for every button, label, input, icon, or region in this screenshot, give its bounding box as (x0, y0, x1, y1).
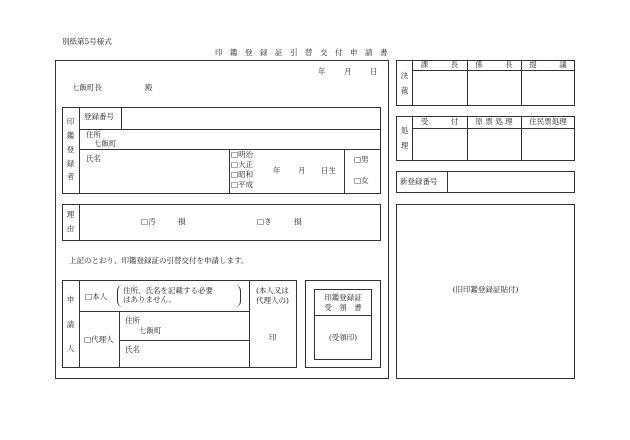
registrant-side-label: 印 鑑 登 録 者 (66, 117, 75, 182)
dob-month: 月 (298, 166, 306, 175)
self-note-line1: 住所、氏名を記載する必要 (123, 286, 213, 295)
dob-year: 年 (273, 166, 281, 175)
addressee-honorific: 殿 (145, 83, 153, 92)
name-label: 氏名 (86, 154, 101, 163)
address-field[interactable] (120, 131, 378, 147)
approval-side-label: 決 裁 (400, 71, 409, 96)
applicant-self-checkbox[interactable]: □ 本人 (85, 293, 107, 302)
reg-number-field[interactable] (123, 109, 379, 127)
proxy-address-label: 住所 (125, 316, 140, 325)
receipt-seal: (受領印) (328, 333, 358, 342)
date-day: 日 (370, 67, 378, 76)
reason-side-label: 理 由 (66, 210, 75, 234)
proxy-address-field[interactable] (121, 313, 247, 338)
applicant-seal: 印 (269, 333, 277, 342)
reason-damaged-checkbox[interactable]: □ き 損 (257, 218, 302, 227)
name-field[interactable] (110, 152, 226, 190)
form-title: 印 鑑 登 録 証 引 替 交 付 申 請 書 (215, 48, 388, 57)
addressee-mayor: 七飯町長 (72, 83, 102, 92)
date-year: 年 (318, 67, 326, 76)
era-taisho-checkbox[interactable]: □ 大正 (231, 161, 253, 170)
old-card-paste-label: (旧印鑑登録証貼付) (452, 285, 519, 294)
processing-col-resident-record: 住民票処理 (529, 117, 567, 126)
era-showa-checkbox[interactable]: □ 昭和 (231, 171, 253, 180)
dob-day: 日生 (321, 166, 336, 175)
form-number: 別紙第5号様式 (62, 37, 112, 46)
processing-col-reception: 受 付 (420, 117, 459, 126)
proxy-name-field[interactable] (147, 342, 247, 366)
approval-col-subsection-chief: 係 長 (475, 60, 513, 69)
receipt-title-line1: 印鑑登録証 (324, 293, 362, 302)
proxy-address-value: 七飯町 (139, 326, 162, 335)
reason-dirty-checkbox[interactable]: □ 汚 損 (141, 218, 186, 227)
era-heisei-checkbox[interactable]: □ 平成 (231, 181, 253, 190)
applicant-side-label: 申 請 人 (66, 295, 75, 354)
application-statement: 上記のとおり、印鑑登録証の引替交付を申請します。 (69, 256, 249, 265)
era-meiji-checkbox[interactable]: □ 明治 (231, 151, 253, 160)
processing-side-label: 処 理 (400, 126, 409, 151)
seal-note-line2: 代理人の) (256, 296, 289, 305)
new-reg-number-field[interactable] (449, 173, 573, 191)
applicant-proxy-checkbox[interactable]: □ 代理人 (84, 336, 114, 345)
reason-section (62, 204, 381, 241)
approval-col-section-chief: 課 長 (420, 60, 459, 69)
address-value: 七飯町 (94, 139, 117, 148)
receipt-title-line2: 受 領 書 (324, 303, 362, 312)
proxy-name-label: 氏名 (125, 345, 140, 354)
new-reg-number-label: 新登録番号 (400, 177, 438, 186)
reg-number-label: 登録番号 (84, 112, 114, 121)
approval-col-proposal: 提 議 (529, 60, 567, 69)
gender-female-checkbox[interactable]: □ 女 (354, 177, 369, 186)
gender-male-checkbox[interactable]: □ 男 (354, 156, 369, 165)
self-note-line2: はありません。 (123, 295, 176, 304)
seal-note-line1: (本人又は (256, 286, 289, 295)
processing-col-ledger: 原 票 処 理 (475, 117, 513, 126)
date-month: 月 (344, 67, 352, 76)
address-label: 住所 (86, 130, 101, 139)
